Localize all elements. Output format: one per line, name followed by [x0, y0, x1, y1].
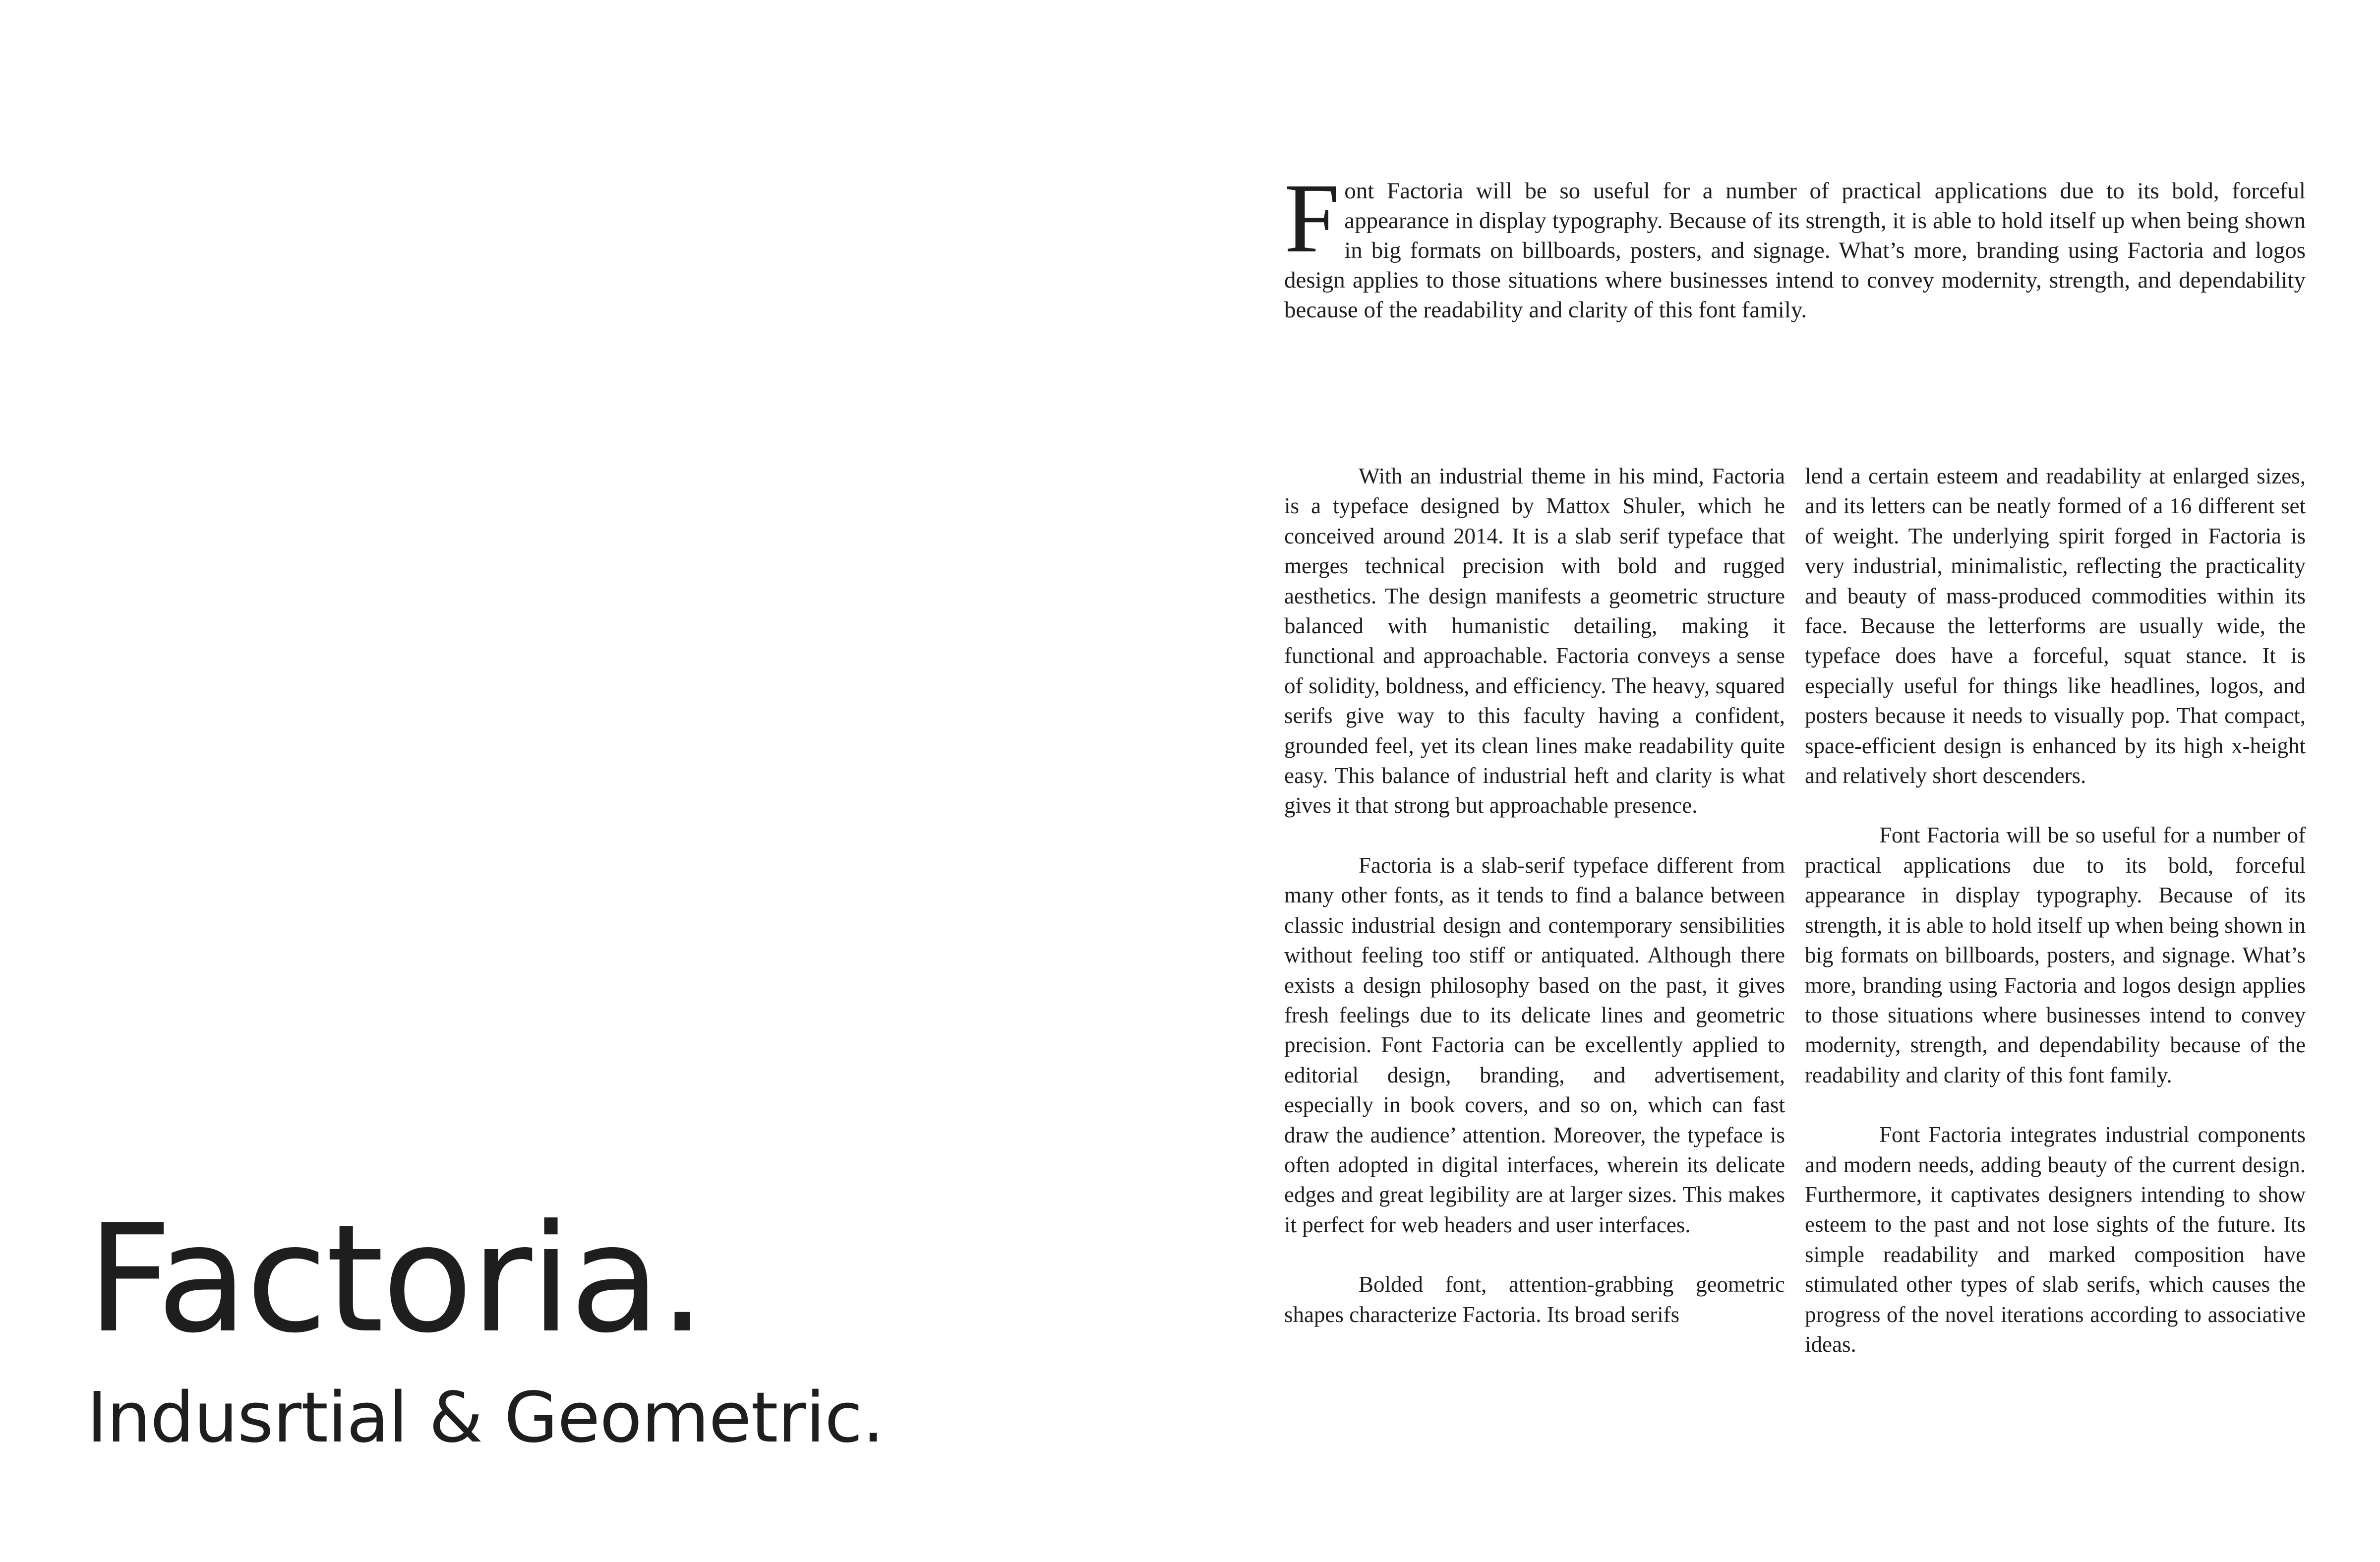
body-paragraph: Font Factoria integrates industrial components and modern needs, adding beauty of the current design. Furthermore, it captivates designers intending to show esteem to the past and not lose sights of the future. Its simple readability and marked composition have stimulated other types of slab serifs, which causes the progress of the novel iterations according to associative ideas. — [1805, 1122, 2306, 1357]
intro-text: ont Factoria will be so useful for a number of practical applications due to its bold, forceful appearance in display typography. Because of its strength, it is able to hold itself up when being shown in big formats on billboards, posters, and signage. What’s more, branding using Factoria and logos design applies to those situations where businesses intend to convey modernity, strength, and dependability because of the readability and clarity of this font family. — [1284, 178, 2306, 323]
page-subtitle: Indusrtial & Geometric. — [87, 1378, 884, 1458]
body-paragraph: Font Factoria will be so useful for a number of practical applications due to its bold, forceful appearance in display typography. Because of its strength, it is able to hold itself up when being shown in big formats on billboards, posters, and signage. What’s more, branding using Factoria and logos design applies to those situations where businesses intend to convey modernity, strength, and dependability because of the readability and clarity of this font family. — [1805, 823, 2306, 1087]
body-column-right — [1805, 461, 2306, 1359]
page-title: Factoria. — [87, 1193, 704, 1366]
body-paragraph: Bolded font, attention-grabbing geometric shapes characterize Factoria. Its broad serifs — [1284, 1272, 1785, 1327]
drop-cap: F — [1284, 164, 1340, 273]
body-paragraph-continued: lend a certain esteem and readability at enlarged sizes, and its letters can be neatly formed of a 16 different set of weight. The underlying spirit forged in Factoria is very industrial, minimalistic, reflecting the practicality and beauty of mass-produced commodities within its face. Because the letterforms are usually wide, the typeface does have a forceful, squat stance. It is especially useful for things like headlines, logos, and posters because it needs to visually pop. That compact, space-efficient design is enhanced by its high x-height and relatively short descenders. — [1805, 464, 2306, 788]
body-column-left — [1284, 461, 1785, 1329]
body-paragraph: Factoria is a slab-serif typeface different from many other fonts, as it tends to find a balance between classic industrial design and contemporary sensibilities without feeling too stiff or antiquated. Although there exists a design philosophy based on the past, it gives fresh feelings due to its delicate lines and geometric precision. Font Factoria can be excellently applied to editorial design, branding, and advertisement, especially in book covers, and so on, which can fast draw the audience’ attention. Moreover, the typeface is often adopted in digital interfaces, wherein its delicate edges and great legibility are at larger sizes. This makes it perfect for web headers and user interfaces. — [1284, 852, 1785, 1237]
body-paragraph: With an industrial theme in his mind, Factoria is a typeface designed by Mattox Shuler, which he conceived around 2014. It is a slab serif typeface that merges technical precision with bold and rugged aesthetics. The design manifests a geometric structure balanced with humanistic detailing, making it functional and approachable. Factoria conveys a sense of solidity, boldness, and efficiency. The heavy, squared serifs give way to this faculty having a confident, grounded feel, yet its clean lines make readability quite easy. This balance of industrial heft and clarity is what gives it that strong but approachable presence. — [1284, 464, 1785, 818]
intro-paragraph — [1284, 164, 2306, 325]
